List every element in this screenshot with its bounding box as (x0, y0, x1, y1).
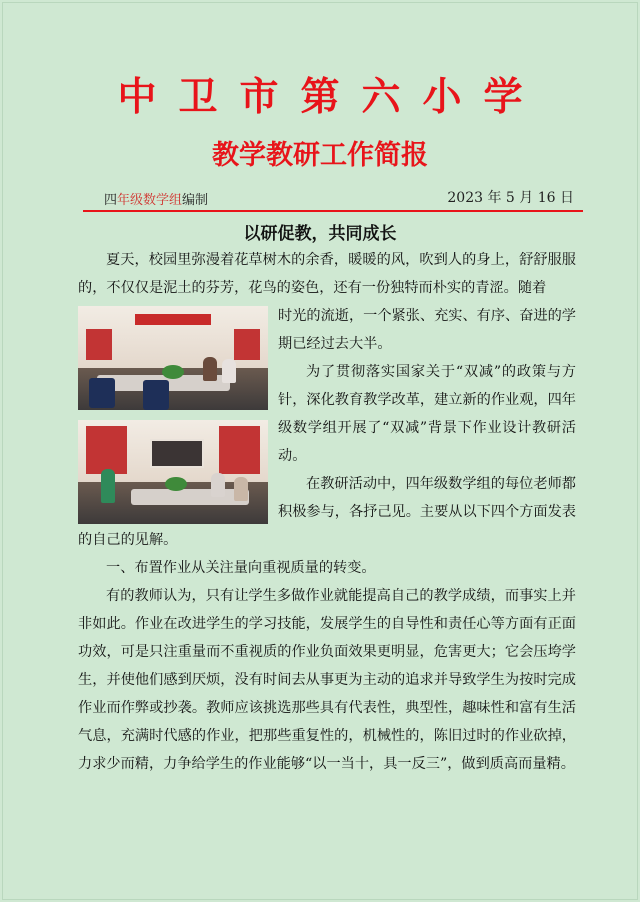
paragraph-1-rest: 时光的流逝，一个紧张、充实、有序、奋进的学期已经过去大半。 (278, 308, 576, 352)
meeting-photo-1 (78, 306, 268, 410)
editor-highlight: 年级数学组 (117, 193, 183, 208)
paragraph-2: 为了贯彻落实国家关于“双减”的政策与方针，深化教育教学改革，建立新的作业观，四年级数学组开展了“双减”背景下作业设计教研活动。 (278, 364, 576, 464)
header-divider (83, 210, 583, 212)
editor-suffix: 编制 (182, 193, 209, 208)
section-heading-1: 一、布置作业从关注量向重视质量的转变。 (106, 560, 376, 576)
meeting-photo-2 (78, 420, 268, 524)
newsletter-subtitle: 教学教研工作简报 (212, 140, 428, 171)
school-name: 中卫市第六小学 (117, 75, 545, 120)
article-heading: 以研促教，共同成长 (243, 224, 397, 244)
article-body (78, 246, 576, 778)
paragraph-1-start: 夏天，校园里弥漫着花草树木的余香，暖暖的风，吹到人的身上，舒舒服服的，不仅仅是泥土的芬芳，花鸟的姿色，还有一份独特而朴实的青涩。随着 (78, 252, 576, 296)
photo-column (78, 306, 268, 524)
paragraph-3: 在教研活动中，四年级数学组的每位老师都积极参与，各抒己见。主要从以下四个方面发表的自己的见解。 (78, 476, 576, 548)
editor-line (104, 189, 208, 208)
editor-prefix: 四 (104, 193, 118, 208)
paragraph-4: 有的教师认为，只有让学生多做作业就能提高自己的教学成绩，而事实上并非如此。作业在改进学生的学习技能，发展学生的自导性和责任心等方面有正面功效，可是只注重量而不重视质的作业负面效果更明显，危害更大；它会压垮学生，并使他们感到厌烦，没有时间去从事更为主动的追求并导致学生为按时完成作业而作弊或抄袭。教师应该挑选那些具有代表性，典型性，趣味性和富有生活气息，充满时代感的作业，把那些重复性的，机械性的，陈旧过时的作业砍掉，力求少而精，力争给学生的作业能够“以一当十，具一反三”，做到质高而量精。 (78, 588, 576, 772)
issue-date: 2023 年 5 月 16 日 (447, 190, 574, 206)
